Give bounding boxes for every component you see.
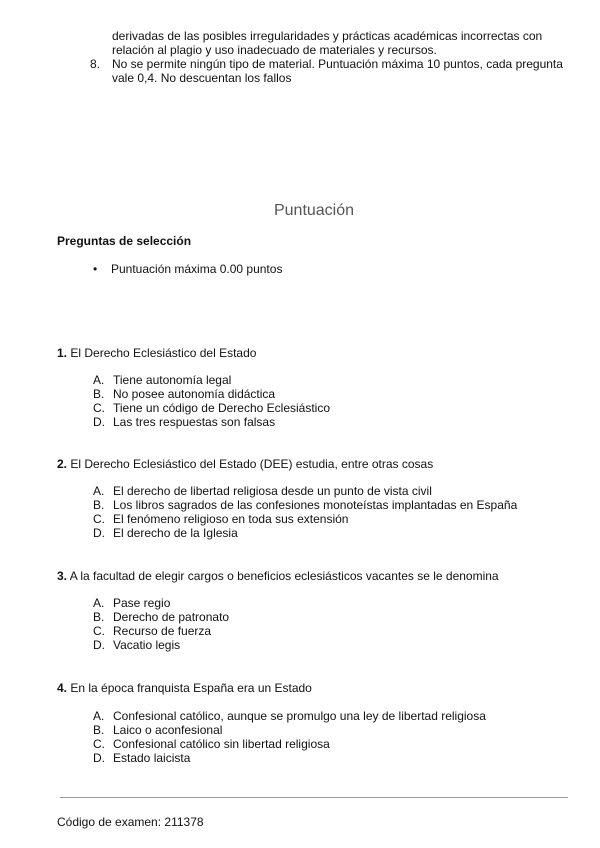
option-letter: D. [93,638,105,652]
question-4-title [57,681,312,695]
option-item [93,526,238,540]
option-text: Las tres respuestas son falsas [113,415,276,429]
option-letter: D. [93,751,105,765]
question-number: 4. [57,681,68,695]
question-text: El Derecho Eclesiástico del Estado [70,346,257,360]
question-2-title [57,457,433,471]
option-text: Laico o aconfesional [113,723,223,737]
footer-divider [60,797,568,798]
instruction-text-line: relación al plagio y uso inadecuado de materiales y recursos. [112,43,437,57]
option-item [93,498,517,512]
option-item [93,751,190,765]
option-letter: A. [93,484,105,498]
option-text: El derecho de la Iglesia [113,526,238,540]
option-text: Tiene autonomía legal [113,373,232,387]
question-number: 2. [57,457,68,471]
instruction-text-line: No se permite ningún tipo de material. Puntuación máxima 10 puntos, cada pregunta [112,57,563,71]
option-item [93,401,330,415]
option-text: Tiene un código de Derecho Eclesiástico [113,401,331,415]
option-item [93,484,432,498]
question-text: A la facultad de elegir cargos o beneficios eclesiásticos vacantes se le denomina [69,569,499,583]
option-text: Derecho de patronato [113,610,230,624]
instruction-text-line: derivadas de las posibles irregularidades y prácticas académicas incorrectas con [112,29,543,43]
option-item [93,723,222,737]
option-letter: B. [93,498,105,512]
instruction-text-line: vale 0,4. No descuentan los fallos [112,71,292,85]
question-1-title [57,346,256,360]
option-text: El fenómeno religioso en toda sus extensión [113,512,349,526]
option-letter: C. [93,401,105,415]
option-item [93,387,275,401]
option-text: Estado laicista [113,751,191,765]
option-letter: B. [93,610,105,624]
option-item [93,415,275,429]
option-text: Vacatio legis [113,638,181,652]
option-item [93,737,330,751]
section-title: Preguntas de selección [57,234,192,248]
option-item [93,512,348,526]
option-text: Confesional católico sin libertad religiosa [113,737,330,751]
question-text: El Derecho Eclesiástico del Estado (DEE) estudia, entre otras cosas [70,457,434,471]
question-number: 1. [57,346,68,360]
bullet-text: Puntuación máxima 0.00 puntos [111,262,283,276]
instruction-number: 8. [90,57,101,71]
option-letter: D. [93,526,105,540]
option-item [93,610,229,624]
option-text: No posee autonomía didáctica [113,387,276,401]
option-text: Pase regio [113,596,171,610]
option-text: Los libros sagrados de las confesiones monoteístas implantadas en España [113,498,518,512]
option-item [93,638,180,652]
option-text: El derecho de libertad religiosa desde un punto de vista civil [113,484,432,498]
option-letter: D. [93,415,105,429]
option-letter: B. [93,723,105,737]
exam-code: Código de examen: 211378 [57,815,204,829]
question-number: 3. [57,569,68,583]
option-letter: A. [93,596,105,610]
option-item [93,373,231,387]
bullet-icon: • [93,262,98,276]
question-text: En la época franquista España era un Estado [70,681,312,695]
option-item [93,624,211,638]
scoring-heading: Puntuación [273,202,355,219]
option-text: Confesional católico, aunque se promulgo una ley de libertad religiosa [113,709,486,723]
option-letter: B. [93,387,105,401]
option-letter: C. [93,624,105,638]
option-item [93,596,170,610]
option-letter: A. [93,373,105,387]
option-letter: C. [93,737,105,751]
option-letter: A. [93,709,105,723]
option-letter: C. [93,512,105,526]
option-item [93,709,486,723]
question-3-title [57,569,499,583]
option-text: Recurso de fuerza [113,624,212,638]
